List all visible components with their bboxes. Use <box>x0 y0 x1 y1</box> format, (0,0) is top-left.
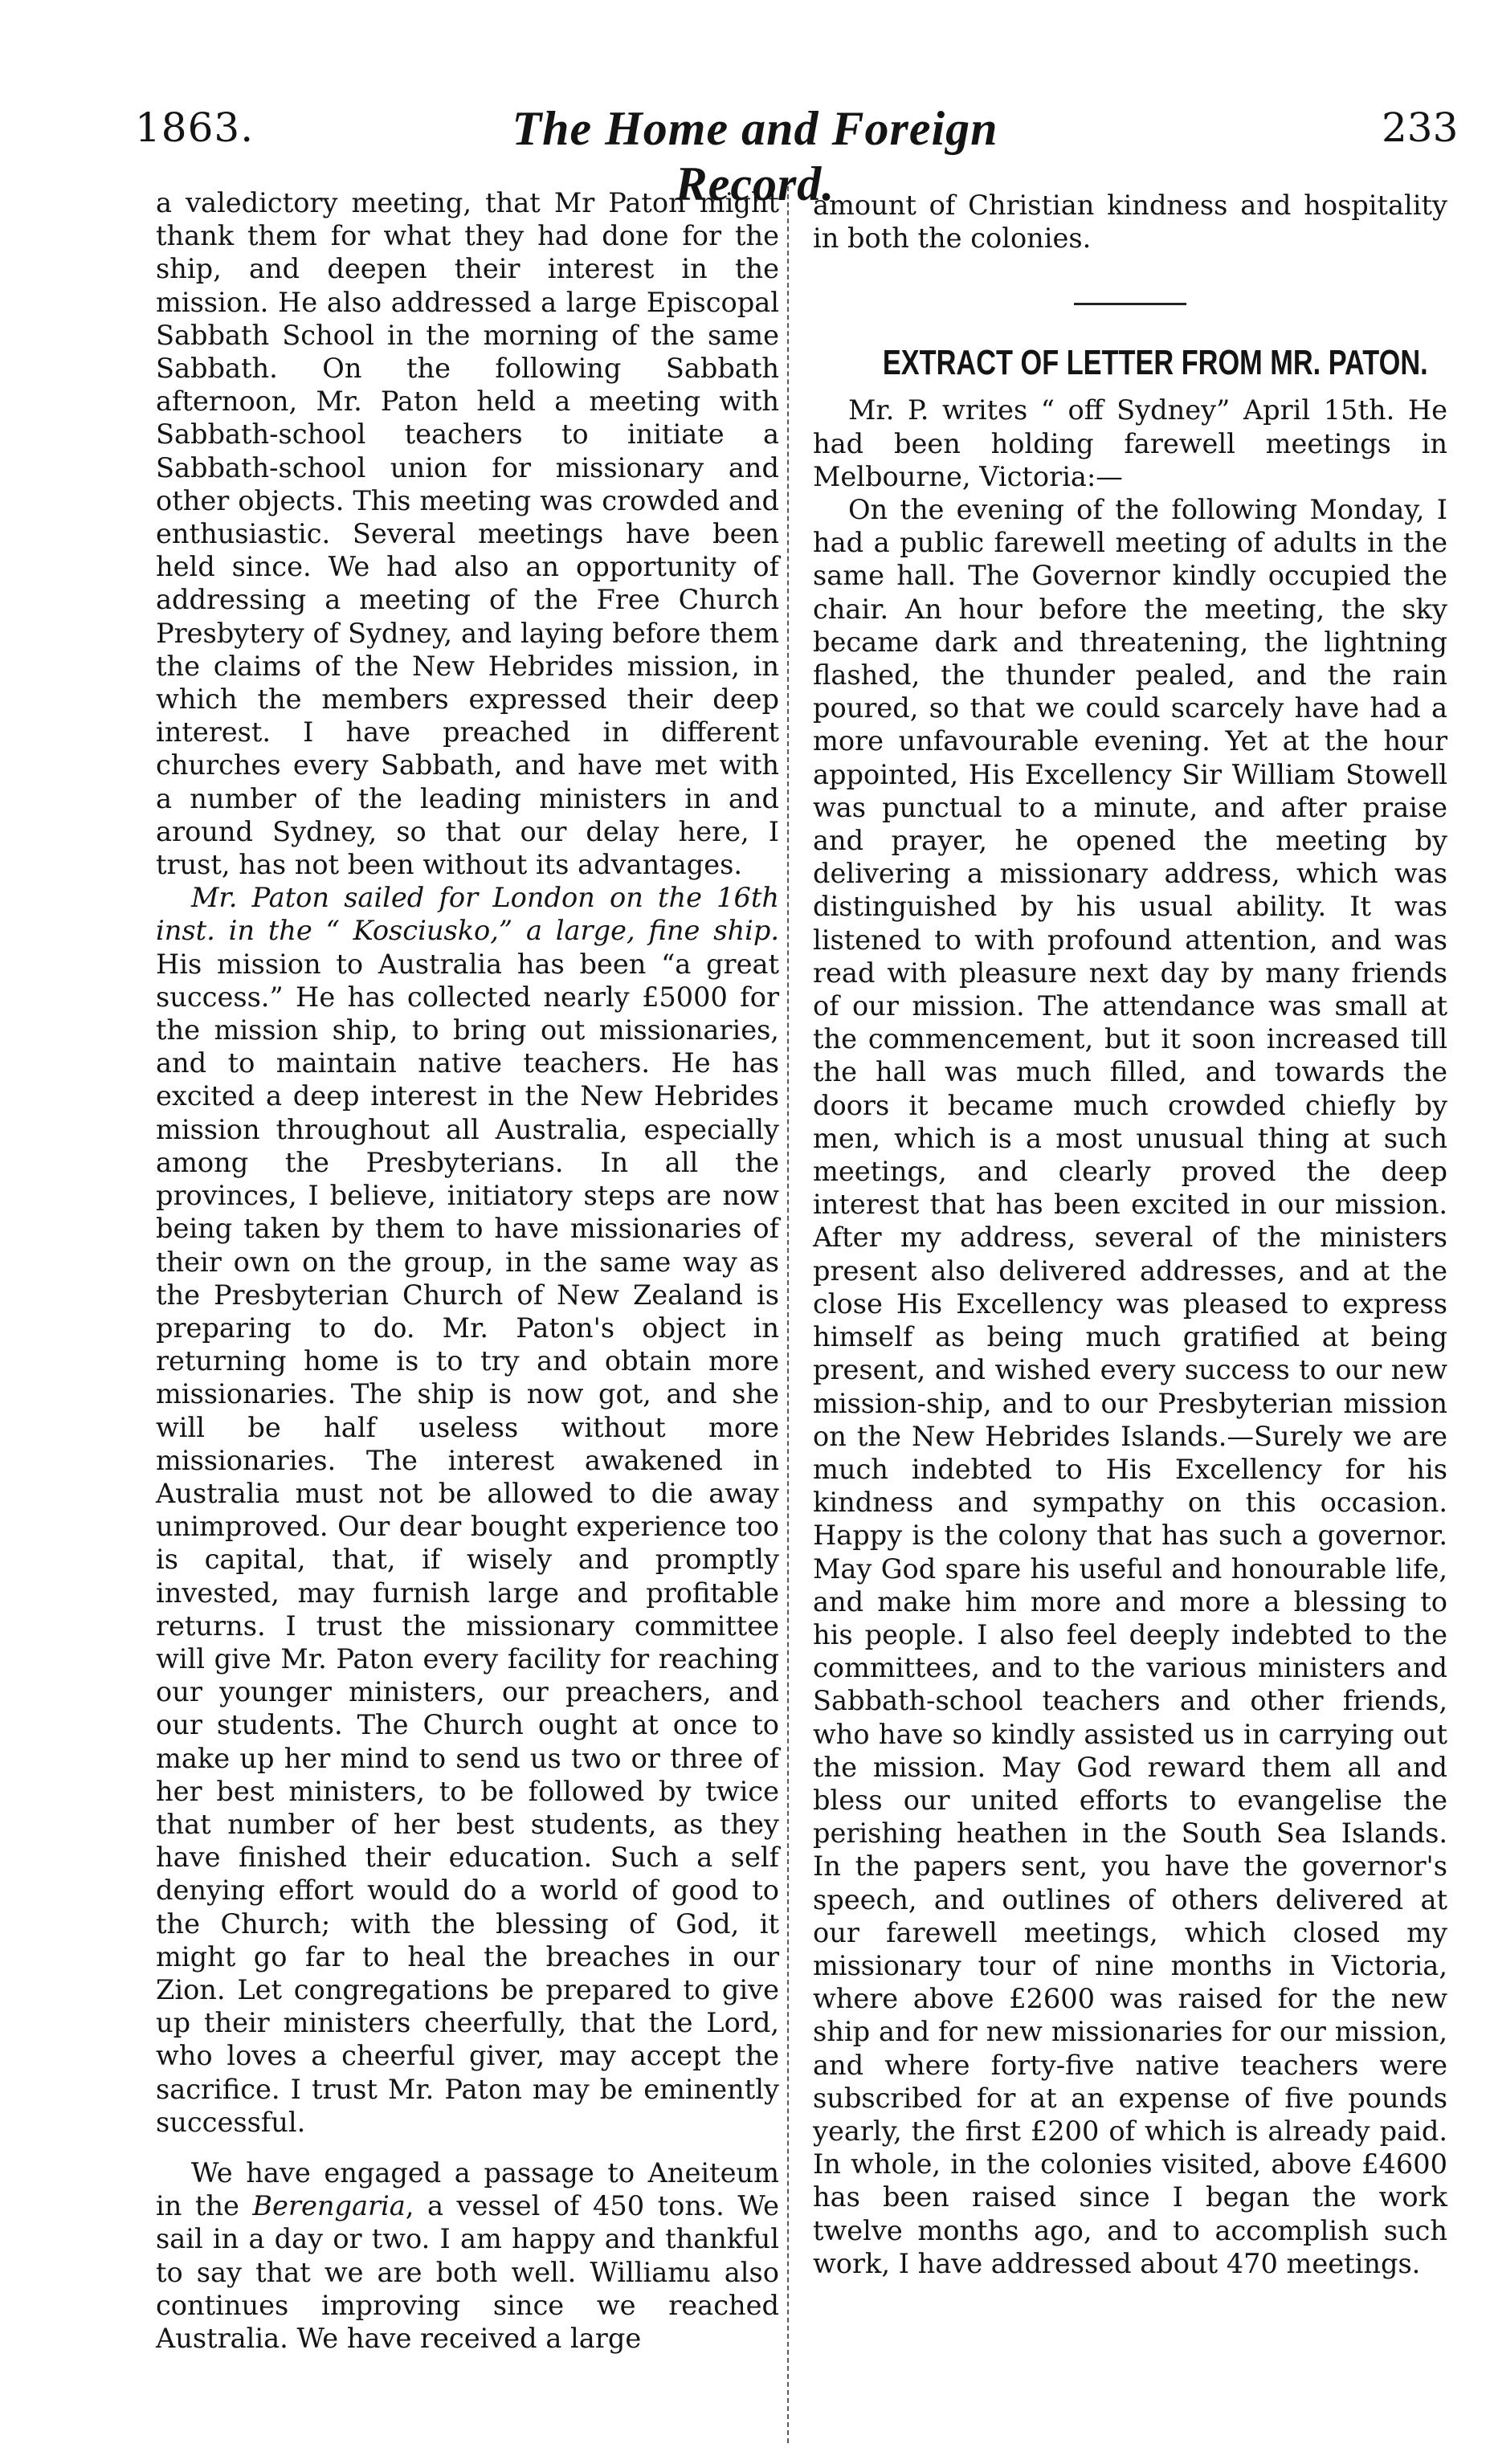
left-column <box>156 186 779 2355</box>
paragraph-paton-sailed <box>156 881 779 2139</box>
section-heading: EXTRACT OF LETTER FROM MR. PATON. <box>882 343 1428 383</box>
header-page-number: 233 <box>1382 104 1459 151</box>
column-divider <box>787 186 790 2443</box>
header-year: 1863. <box>135 104 255 151</box>
running-header <box>0 102 1490 210</box>
paragraph-continuation: amount of Christian kindness and hospitality in both the colonies. <box>813 190 1447 255</box>
paragraph-passage <box>156 2156 779 2355</box>
ship-name: Berengaria <box>252 2190 406 2222</box>
paragraph-valedictory: a valedictory meeting, that Mr Paton might thank them for what they had done for the ship, and deepen their interest in the mission. He also addressed a large Episcopal Sabbath School in the morning of the same Sabbath. On the following Sabbath afternoon, Mr. Paton held a meeting with Sabbath-school teachers to initiate a Sabbath-school union for missionary and other objects. This meeting was crowded and enthusiastic. Several meetings have been held since. We had also an opportunity of addressing a meeting of the Free Church Presbytery of Sydney, and laying before them the claims of the New Hebrides mission, in which the members expressed their deep interest. I have preached in different churches every Sabbath, and have met with a number of the leading ministers in and around Sydney, so that our delay here, I trust, has not been without its advantages. <box>156 187 779 881</box>
right-column <box>813 189 1447 2280</box>
header-title: The Home and Foreign Record. <box>512 102 998 210</box>
paragraph-passage-end: , a vessel of 450 tons. We sail in a day or two. I am happy and thankful to say that we are both well. Williamu also continues improving since we reached Australia. We have received a large <box>156 2190 779 2354</box>
paragraph-passage-start: We have engaged a passage to Aneiteum in the <box>156 2156 779 2222</box>
letter-byline: Mr. P. writes “ off Sydney” April 15th. He had been holding farewell meetings in Melbourne, Victoria:— <box>813 394 1447 492</box>
paragraph-paton-sailed-italic: Mr. Paton sailed for London on the 16th inst. in the “ Kosciusko,” a large, fine ship. <box>156 882 779 947</box>
letter-body: On the evening of the following Monday, I had a public farewell meeting of adults in the same hall. The Governor kindly occupied the chair. An hour before the meeting, the sky became dark and threatening, the lightning flashed, the thunder pealed, and the rain poured, so that we could scarcely have had a more unfavourable evening. Yet at the hour appointed, His Excellency Sir William Stowell was punctual to a minute, and after praise and prayer, he opened the meeting by delivering a missionary address, which was distinguished by his usual ability. It was listened to with profound attention, and was read with pleasure next day by many friends of our mission. The attendance was small at the commencement, but it soon increased till the hall was much filled, and towards the doors it became much crowded chiefly by men, which is a most unusual thing at such meetings, and clearly proved the deep interest that has been excited in our mission. After my address, several of the ministers present also delivered addresses, and at the close His Excellency was pleased to express himself as being much gratified at being present, and wished every success to our new mission-ship, and to our Presbyterian mission on the New Hebrides Islands.—Surely we are much indebted to His Excellency for his kindness and sympathy on this occasion. Happy is the colony that has such a governor. May God spare his useful and honourable life, and make him more and more a blessing to his people. I also feel deeply indebted to the committees, and to the various ministers and Sabbath-school teachers and other friends, who have so kindly assisted us in carrying out the mission. May God reward them all and bless our united efforts to evangelise the perishing heathen in the South Sea Islands. In the papers sent, you have the governor's speech, and outlines of others delivered at our farewell meetings, which closed my missionary tour of nine months in Victoria, where above £2600 was raised for the new ship and for new missionaries for our mission, and where forty-five native teachers were subscribed for at an expense of five pounds yearly, the first £200 of which is already paid. In whole, in the colonies visited, above £4600 has been raised since I began the work twelve months ago, and to accomplish such work, I have addressed about 470 meetings. <box>813 494 1447 2279</box>
paragraph-paton-sailed-text: His mission to Australia has been “a great success.” He has collected nearly £5000 for the mission ship, to bring out missionaries, and to maintain native teachers. He has excited a deep interest in the New Hebrides mission throughout all Australia, especially among the Presbyterians. In all the provinces, I believe, initiatory steps are now being taken by them to have missionaries of their own on the group, in the same way as the Presbyterian Church of New Zealand is preparing to do. Mr. Paton's object in returning home is to try and obtain more missionaries. The ship is now got, and she will be half useless without more missionaries. The interest awakened in Australia must not be allowed to die away unimproved. Our dear bought experience too is capital, that, if wisely and promptly invested, may furnish large and profitable returns. I trust the missionary committee will give Mr. Paton every facility for reaching our younger ministers, our preachers, and our students. The Church ought at once to make up her mind to send us two or three of her best ministers, to be followed by twice that number of her best students, as they have finished their education. Such a self denying effort would do a world of good to the Church; with the blessing of God, it might go far to heal the breaches in our Zion. Let congregations be prepared to give up their ministers cheerfully, that the Lord, who loves a cheerful giver, may accept the sacrifice. I trust Mr. Paton may be eminently successful. <box>156 948 779 2138</box>
section-rule <box>1074 303 1186 305</box>
